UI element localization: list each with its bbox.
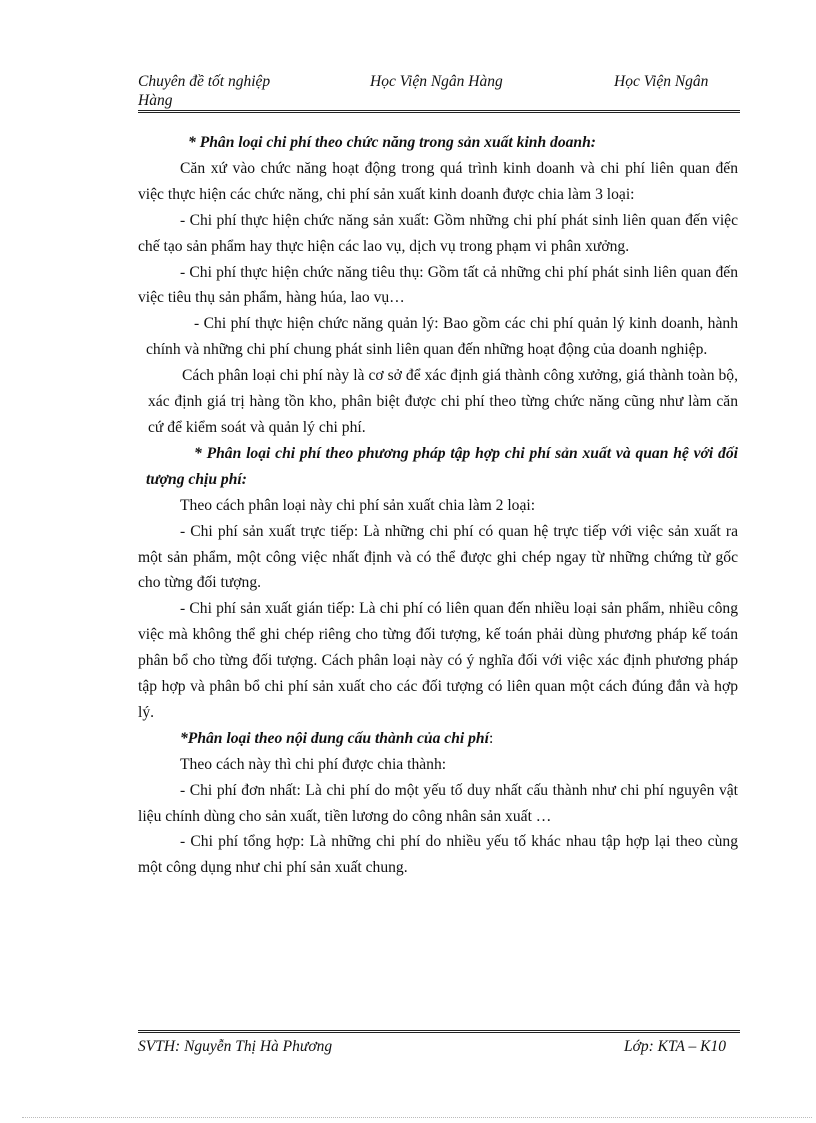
paragraph: - Chi phí tổng hợp: Là những chi phí do nhiều yếu tố khác nhau tập hợp lại theo cùng một công dụng như chi phí sản xuất chung.	[138, 833, 738, 877]
heading-colon: :	[488, 729, 494, 747]
paragraph: - Chi phí sản xuất trực tiếp: Là những chi phí có quan hệ trực tiếp với việc sản xuất ra một sản phẩm, một công việc nhất định và có thể được ghi chép ngay từ những chứng từ gốc cho từng đối tượng.	[138, 522, 738, 592]
header-wrap: Hàng	[138, 92, 173, 109]
header-left: Chuyên đề tốt nghiệp	[138, 73, 271, 90]
paragraph: Căn xứ vào chức năng hoạt động trong quá trình kinh doanh và chi phí liên quan đến việc thực hiện các chức năng, chi phí sản xuất kinh doanh được chia làm 3 loại:	[138, 159, 738, 203]
paragraph: Theo cách phân loại này chi phí sản xuất chia làm 2 loại:	[180, 496, 536, 514]
heading-method-classification: * Phân loại chi phí theo phương pháp tập hợp chi phí sản xuất và quan hệ với đối tượng chịu phí:	[146, 444, 738, 488]
footer-divider	[138, 1030, 740, 1033]
document-body	[138, 130, 738, 881]
paragraph: - Chi phí đơn nhất: Là chi phí do một yếu tố duy nhất cấu thành như chi phí nguyên vật liệu chính dùng cho sản xuất, tiền lương do công nhân sản xuất …	[138, 781, 738, 825]
header-middle: Học Viện Ngân Hàng	[370, 73, 503, 90]
heading-content-classification	[138, 726, 738, 752]
footer-class: Lớp: KTA – K10	[623, 1038, 726, 1055]
paragraph: - Chi phí thực hiện chức năng tiêu thụ: Gồm tất cả những chi phí phát sinh liên quan đến việc tiêu thụ sản phẩm, hàng húa, lao vụ…	[138, 263, 738, 307]
footer-author: SVTH: Nguyễn Thị Hà Phương	[138, 1038, 333, 1055]
paragraph: - Chi phí thực hiện chức năng quản lý: Bao gồm các chi phí quản lý kinh doanh, hành chính và những chi phí chung phát sinh liên quan đến những hoạt động của doanh nghiệp.	[146, 315, 738, 359]
paragraph: - Chi phí sản xuất gián tiếp: Là chi phí có liên quan đến nhiều loại sản phẩm, nhiều công việc mà không thể ghi chép riêng cho từng đối tượng, kế toán phải dùng phương pháp kế toán phân bổ cho từng đối tượng. Cách phân loại này có ý nghĩa đối với việc xác định phương pháp tập hợp và phân bổ chi phí sản xuất cho các đối tượng có liên quan một cách đúng đắn và hợp lý.	[138, 600, 738, 721]
paragraph: Cách phân loại chi phí này là cơ sở để xác định giá thành công xưởng, giá thành toàn bộ, xác định giá trị hàng tồn kho, phân biệt được chi phí theo từng chức năng cũng như làm căn cứ để kiểm soát và quản lý chi phí.	[148, 367, 738, 436]
heading-text: *Phân loại theo nội dung cấu thành của chi phí	[180, 729, 489, 747]
header-right: Học Viện Ngân	[614, 73, 709, 90]
page-header	[138, 72, 740, 109]
paragraph: - Chi phí thực hiện chức năng sản xuất: Gồm những chi phí phát sinh liên quan đến việc chế tạo sản phẩm hay thực hiện các lao vụ, dịch vụ trong phạm vi phân xưởng.	[138, 211, 738, 255]
heading-function-classification: * Phân loại chi phí theo chức năng trong sản xuất kinh doanh:	[188, 134, 596, 151]
header-divider	[138, 110, 740, 113]
page-bottom-border	[22, 1117, 812, 1118]
paragraph: Theo cách này thì chi phí được chia thành:	[180, 755, 447, 773]
